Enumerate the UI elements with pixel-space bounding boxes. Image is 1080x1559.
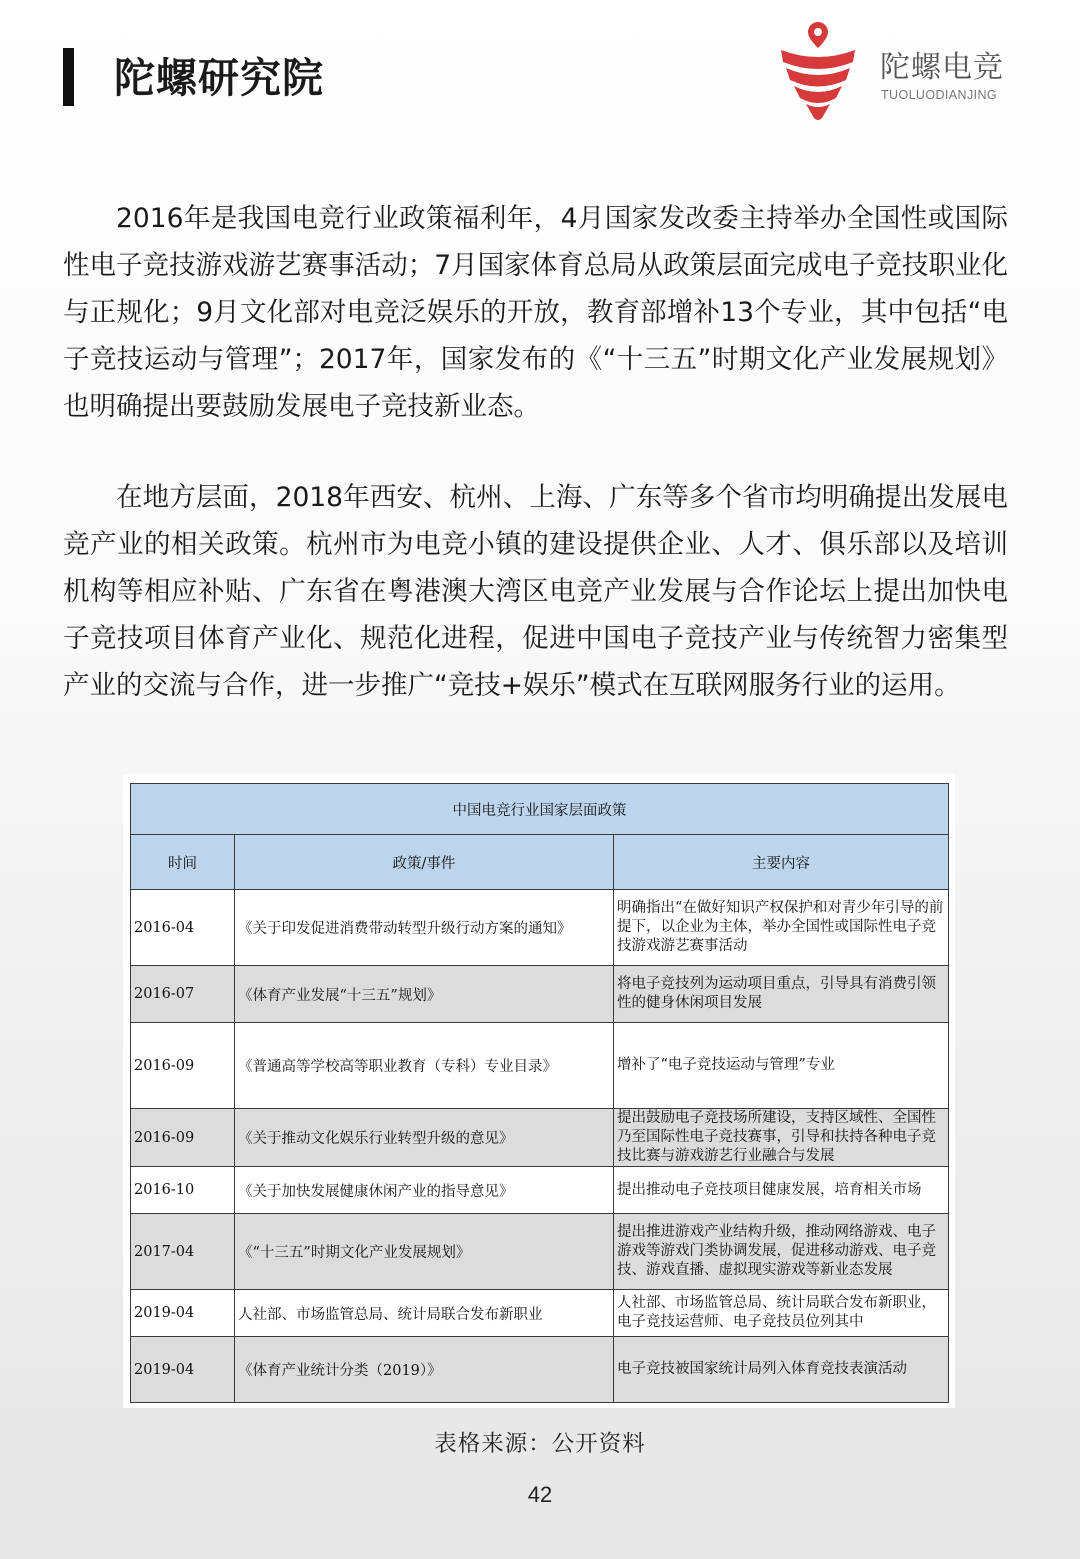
table-row	[131, 1109, 949, 1167]
cell-date: 2016-09	[131, 1023, 235, 1109]
column-header-policy: 政策/事件	[235, 835, 614, 890]
cell-date: 2016-07	[131, 966, 235, 1023]
cell-content: 电子竞技被国家统计局列入体育竞技表演活动	[614, 1337, 949, 1403]
body-paragraph-local-policy: 在地方层面，2018年西安、杭州、上海、广东等多个省市均明确提出发展电竞产业的相关政策。杭州市为电竞小镇的建设提供企业、人才、俱乐部以及培训机构等相应补贴、广东省在粤港澳大湾区电竞产业发展与合作论坛上提出加快电子竞技项目体育产业化、规范化进程，促进中国电子竞技产业与传统智力密集型产业的交流与合作，进一步推广“竞技+娱乐”模式在互联网服务行业的运用。	[63, 482, 1008, 701]
cell-policy: 《关于加快发展健康休闲产业的指导意见》	[235, 1167, 614, 1214]
cell-date: 2016-10	[131, 1167, 235, 1214]
policy-table-frame	[123, 774, 955, 1408]
cell-content: 提出推进游戏产业结构升级，推动网络游戏、电子游戏等游戏门类协调发展，促进移动游戏、电子竞技、游戏直播、虚拟现实游戏等新业态发展	[614, 1214, 949, 1290]
cell-date: 2016-04	[131, 890, 235, 966]
logo-brand-name: 陀螺电竞	[880, 50, 1004, 85]
table-row	[131, 890, 949, 966]
table-row	[131, 966, 949, 1023]
cell-content: 人社部、市场监管总局、统计局联合发布新职业，电子竞技运营师、电子竞技员位列其中	[614, 1290, 949, 1337]
cell-policy: 《体育产业发展“十三五”规划》	[235, 966, 614, 1023]
table-row	[131, 1023, 949, 1109]
cell-date: 2019-04	[131, 1290, 235, 1337]
table-row	[131, 1167, 949, 1214]
cell-policy: 《关于印发促进消费带动转型升级行动方案的通知》	[235, 890, 614, 966]
cell-content: 将电子竞技列为运动项目重点，引导具有消费引领性的健身休闲项目发展	[614, 966, 949, 1023]
cell-date: 2019-04	[131, 1337, 235, 1403]
cell-policy: 《关于推动文化娱乐行业转型升级的意见》	[235, 1109, 614, 1167]
header-accent-bar	[63, 48, 74, 106]
table-row	[131, 1214, 949, 1290]
logo-brand-pinyin: TUOLUODIANJING	[881, 88, 998, 102]
cell-content: 增补了“电子竞技运动与管理”专业	[614, 1023, 949, 1109]
brand-logo	[778, 18, 1008, 128]
table-source-caption: 表格来源：公开资料	[434, 1431, 646, 1457]
table-row	[131, 1337, 949, 1403]
cell-content: 提出推动电子竞技项目健康发展，培育相关市场	[614, 1167, 949, 1214]
cell-policy: 《普通高等学校高等职业教育（专科）专业目录》	[235, 1023, 614, 1109]
cell-date: 2017-04	[131, 1214, 235, 1290]
table-row	[131, 1290, 949, 1337]
column-header-time: 时间	[131, 835, 235, 890]
cell-content: 明确指出“在做好知识产权保护和对青少年引导的前提下，以企业为主体，举办全国性或国际性电子竞技游戏游艺赛事活动	[614, 890, 949, 966]
page-header-title: 陀螺研究院	[114, 54, 324, 102]
cell-content: 提出鼓励电子竞技场所建设，支持区域性、全国性乃至国际性电子竞技赛事，引导和扶持各种电子竞技比赛与游戏游艺行业融合与发展	[614, 1109, 949, 1167]
cell-policy: 《体育产业统计分类（2019）》	[235, 1337, 614, 1403]
column-header-content: 主要内容	[614, 835, 949, 890]
page-number: 42	[527, 1482, 553, 1507]
cell-date: 2016-09	[131, 1109, 235, 1167]
policy-table	[130, 783, 949, 1403]
body-paragraph-national-policy: 2016年是我国电竞行业政策福利年，4月国家发改委主持举办全国性或国际性电子竞技游戏游艺赛事活动；7月国家体育总局从政策层面完成电子竞技职业化与正规化；9月文化部对电竞泛娱乐的开放，教育部增补13个专业，其中包括“电子竞技运动与管理”；2017年，国家发布的《“十三五”时期文化产业发展规划》也明确提出要鼓励发展电子竞技新业态。	[63, 203, 1008, 422]
table-title: 中国电竞行业国家层面政策	[131, 784, 949, 835]
cell-policy: 《“十三五”时期文化产业发展规划》	[235, 1214, 614, 1290]
cell-policy: 人社部、市场监管总局、统计局联合发布新职业	[235, 1290, 614, 1337]
spinning-top-logo-icon	[778, 18, 878, 128]
